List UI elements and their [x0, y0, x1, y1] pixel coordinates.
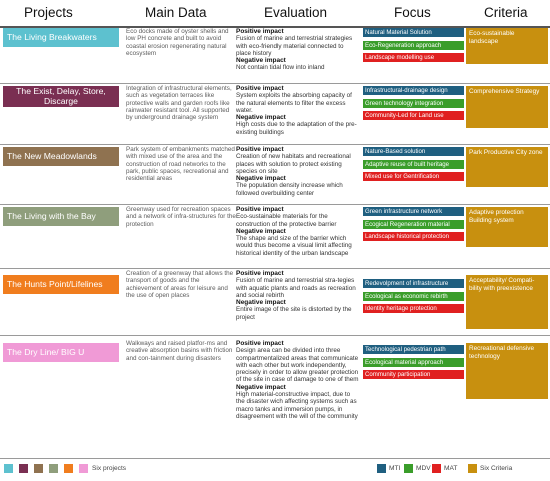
focus-tag-mdv: Green technology integration [363, 99, 464, 108]
focus-tag-mat: Landscape historical protection [363, 232, 464, 241]
table-row [0, 27, 550, 84]
focus-tag-mdv: Adaptive reuse of built heritage [363, 160, 464, 169]
main-data-text: Walkways and raised platfor-ms and creative absorption basins with friction and con-tainment during disasters [126, 340, 233, 362]
focus-cell [363, 207, 464, 245]
header-criteria: Criteria [484, 5, 528, 20]
positive-impact-label: Positive impact [236, 85, 284, 92]
legend-swatch-project-3 [34, 464, 43, 473]
legend-six-projects: Six projects [92, 465, 127, 472]
legend-swatch-criteria [468, 464, 477, 473]
focus-tag-mat: Mixed use for Gentrification [363, 172, 464, 181]
legend-swatch-mti [377, 464, 386, 473]
evaluation-cell [236, 28, 360, 72]
positive-impact-text: Fusion of marine and terrestrial strategies with eco-friendly material connected to place history [236, 35, 353, 57]
focus-cell [363, 86, 464, 124]
legend-swatch-mat [432, 464, 441, 473]
focus-cell [363, 279, 464, 317]
focus-cell [363, 147, 464, 185]
focus-cell [363, 345, 464, 383]
project-label: The Dry Line/ BIG U [3, 343, 119, 362]
focus-tag-mti: Redevolpment of infrastructure [363, 279, 464, 288]
positive-impact-label: Positive impact [236, 270, 284, 277]
legend-mat: MAT [444, 465, 458, 472]
focus-tag-mdv: Eco-Regeneration approach [363, 41, 464, 50]
project-label: The New Meadowlands [3, 147, 119, 166]
positive-impact-label: Positive impact [236, 146, 284, 153]
negative-impact-text: High costs due to the adaptation of the pre-existing buildings [236, 121, 357, 136]
negative-impact-label: Negative impact [236, 57, 286, 65]
table-row [0, 269, 550, 336]
focus-tag-mti: Technological pedestrian path [363, 345, 464, 354]
focus-tag-mti: Green infrastructure network [363, 207, 464, 216]
header-evaluation: Evaluation [264, 5, 328, 20]
positive-impact-text: Design area can be divided into three compartmentalized areas that communicate with each other but work independently, precisely in order to allow greater protection of the site in case of damage to one of them [236, 347, 359, 384]
criteria-box: Adaptive protection Building system [466, 207, 548, 247]
main-data-text: Eco docks made of oyster shells and low PH concrete and built to avoid coastal erosion regenerating natural ecosystem [126, 28, 229, 57]
main-data-text: Creation of a greenway that allows the transport of goods and the achievement of areas for leisure and the use of open places [126, 270, 234, 299]
negative-impact-text: Not contain tidal flow into inland [236, 64, 325, 72]
main-data-text: Greenway used for recreation spaces and a network of infra-structures for the protection [126, 206, 236, 228]
legend-swatch-project-4 [49, 464, 58, 473]
negative-impact-text: High material-constructive impact, due to the disaster wich affecting systems such as macro tanks and immersion pumps, in disagreement with the will of the community [236, 391, 358, 420]
legend-swatch-mdv [404, 464, 413, 473]
table-row [0, 145, 550, 205]
main-data-text: Park system of embankments matched with mixed use of the area and the construction of road networks to the park, public spaces, recreational and residential areas [126, 146, 235, 183]
legend-swatch-project-5 [64, 464, 73, 473]
legend-swatch-project-6 [79, 464, 88, 473]
positive-impact-label: Positive impact [236, 28, 284, 35]
positive-impact-text: System exploits the absorbing capacity of the natural elements to filter the excess water. [236, 92, 352, 114]
legend-swatch-project-2 [19, 464, 28, 473]
focus-tag-mti: Infrastructural-drainage design [363, 86, 464, 95]
criteria-box: Eco-sustainable landscape [466, 28, 548, 64]
evaluation-cell [236, 146, 360, 197]
negative-impact-label: Negative impact [236, 175, 286, 183]
criteria-box: Comprehensive Strategy [466, 86, 548, 128]
focus-tag-mat: Landscape modelling use [363, 53, 464, 62]
evaluation-cell [236, 206, 360, 257]
focus-tag-mat: Community-Led for Land use [363, 111, 464, 120]
negative-impact-text: The shape and size of the barrier which would thus become a visual limit affecting historical identity of the urban landscape [236, 235, 352, 257]
focus-tag-mdv: Ecological as economic rebirth [363, 292, 464, 301]
negative-impact-text: Entire image of the site is distorted by the project [236, 306, 352, 321]
positive-impact-text: Creation of new habitats and recreational places with solution to protect existing species on site [236, 153, 351, 175]
negative-impact-label: Negative impact [236, 383, 286, 391]
criteria-box: Acceptability/ Compati-bility with preexistence [466, 275, 548, 329]
focus-cell [363, 28, 464, 66]
positive-impact-label: Positive impact [236, 206, 284, 213]
table-header [0, 0, 550, 28]
criteria-box: Park Productive City zone [466, 147, 548, 187]
legend [0, 460, 550, 481]
focus-tag-mti: Nature-Based solution [363, 147, 464, 156]
project-label: The Exist, Delay, Store, Discarge [3, 86, 119, 107]
evaluation-cell [236, 340, 360, 420]
project-label: The Living with the Bay [3, 207, 119, 226]
legend-six-criteria: Six Criteria [480, 465, 513, 472]
main-data-text: Integration of infrastructural elements, such as vegetation terraces like protective walls and garden roofs like rainwater resistant tool. All supported by underground drainage system [126, 85, 232, 122]
focus-tag-mdv: Ecogical Regeneration material [363, 220, 464, 229]
negative-impact-label: Negative impact [236, 299, 286, 307]
negative-impact-label: Negative impact [236, 227, 286, 235]
project-label: The Living Breakwaters [3, 28, 119, 47]
focus-tag-mti: Natural Material Solution [363, 28, 464, 37]
project-label: The Hunts Point/Lifelines [3, 275, 119, 294]
positive-impact-label: Positive impact [236, 340, 284, 347]
header-main-data: Main Data [145, 5, 207, 20]
focus-tag-mat: Identity heritage protection [363, 304, 464, 313]
legend-mti: MTI [389, 465, 401, 472]
positive-impact-text: Fusion of marine and terrestrial stra-tegies with aquatic plants and roads as recreation and social rebirth [236, 277, 356, 299]
positive-impact-text: Eco-sustainable materials for the construction of the protective barrier [236, 213, 337, 228]
criteria-box: Recreational defensive technology [466, 343, 548, 399]
focus-tag-mdv: Ecological material approach [363, 358, 464, 367]
legend-mdv: MDV [416, 465, 431, 472]
header-projects: Projects [24, 5, 73, 20]
header-focus: Focus [394, 5, 431, 20]
focus-tag-mat: Community participation [363, 370, 464, 379]
legend-swatch-project-1 [4, 464, 13, 473]
table-row [0, 205, 550, 269]
negative-impact-text: The population density increase which followed overbuilding center [236, 182, 343, 197]
table-row [0, 336, 550, 459]
evaluation-cell [236, 85, 360, 136]
evaluation-cell [236, 270, 360, 321]
negative-impact-label: Negative impact [236, 114, 286, 122]
table-row [0, 84, 550, 145]
